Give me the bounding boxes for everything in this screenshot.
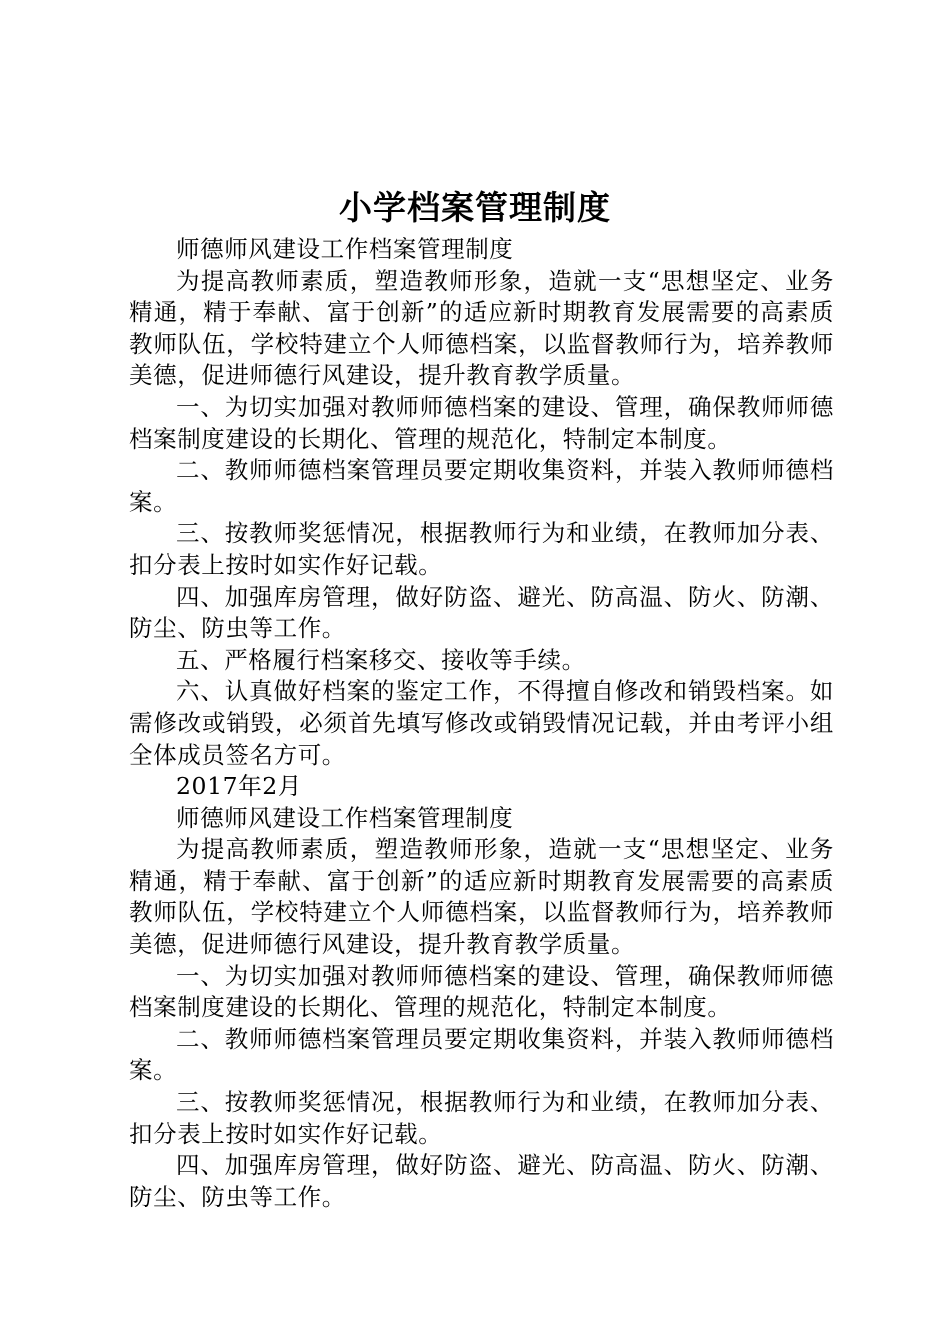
rule-5: 五、严格履行档案移交、接收等手续。 bbox=[176, 645, 586, 674]
rule-1: 一、为切实加强对教师师德档案的建设、管理，确保教师师德档案制度建设的长期化、管理的规范化，特制定本制度。 bbox=[129, 961, 834, 1022]
intro-paragraph: 为提高教师素质，塑造教师形象，造就一支“思想坚定、业务精通，精于奉献、富于创新”的适应新时期教育发展需要的高素质教师队伍，学校特建立个人师德档案，以监督教师行为，培养教师美德，促进师德行风建设，提升教育教学质量。 bbox=[129, 266, 834, 390]
section-heading: 师德师风建设工作档案管理制度 bbox=[176, 803, 514, 832]
section-heading: 师德师风建设工作档案管理制度 bbox=[176, 235, 514, 263]
document-body bbox=[129, 234, 834, 1213]
rule-3: 三、按教师奖惩情况，根据教师行为和业绩，在教师加分表、扣分表上按时如实作好记载。 bbox=[129, 519, 834, 579]
rule-1: 一、为切实加强对教师师德档案的建设、管理，确保教师师德档案制度建设的长期化、管理的规范化，特制定本制度。 bbox=[129, 392, 834, 453]
document-title: 小学档案管理制度 bbox=[339, 188, 611, 227]
date-line: 2017年2月 bbox=[176, 772, 302, 801]
rule-4: 四、加强库房管理，做好防盗、避光、防高温、防火、防潮、防尘、防虫等工作。 bbox=[129, 582, 834, 643]
rule-2: 二、教师师德档案管理员要定期收集资料，并装入教师师德档案。 bbox=[129, 456, 834, 516]
intro-paragraph: 为提高教师素质，塑造教师形象，造就一支“思想坚定、业务精通，精于奉献、富于创新”的适应新时期教育发展需要的高素质教师队伍，学校特建立个人师德档案，以监督教师行为，培养教师美德，促进师德行风建设，提升教育教学质量。 bbox=[129, 835, 834, 959]
rule-6: 六、认真做好档案的鉴定工作，不得擅自修改和销毁档案。如需修改或销毁，必须首先填写修改或销毁情况记载，并由考评小组全体成员签名方可。 bbox=[129, 677, 834, 769]
rule-3: 三、按教师奖惩情况，根据教师行为和业绩，在教师加分表、扣分表上按时如实作好记载。 bbox=[129, 1088, 834, 1148]
rule-4: 四、加强库房管理，做好防盗、避光、防高温、防火、防潮、防尘、防虫等工作。 bbox=[129, 1151, 834, 1211]
rule-2: 二、教师师德档案管理员要定期收集资料，并装入教师师德档案。 bbox=[129, 1024, 834, 1085]
